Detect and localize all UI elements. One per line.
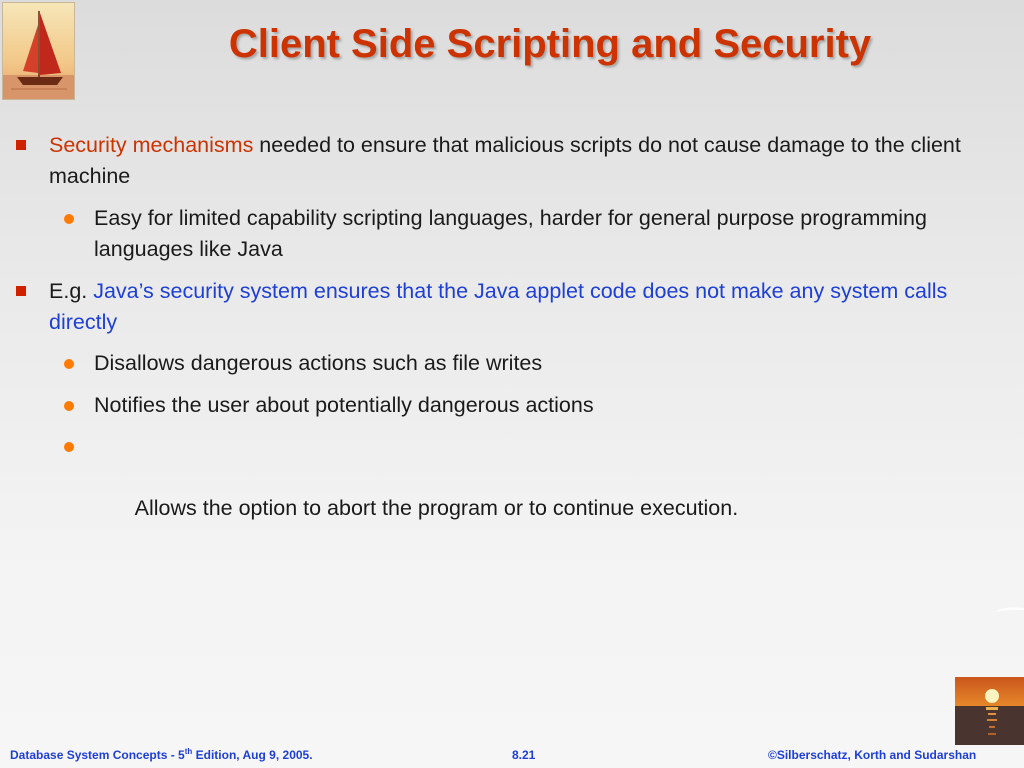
decorative-wave-icon bbox=[996, 606, 1024, 612]
round-bullet-icon bbox=[64, 359, 74, 369]
sunset-icon bbox=[955, 677, 1024, 745]
bullet-item-java-security bbox=[49, 276, 1009, 338]
footer-book-info bbox=[10, 747, 313, 763]
footer-page-number: 8.21 bbox=[512, 748, 536, 762]
footer-book-title: Database System Concepts - 5 bbox=[10, 748, 185, 762]
footer-edition-date: Edition, Aug 9, 2005. bbox=[192, 748, 313, 762]
slide-title: Client Side Scripting and Security bbox=[228, 22, 872, 66]
bullet-highlight: Java’s security system ensures that the Java applet code does not make any system calls directly bbox=[49, 279, 948, 334]
sunset-logo-image bbox=[955, 677, 1024, 745]
bullet-highlight: Security mechanisms bbox=[49, 133, 254, 157]
round-bullet-icon bbox=[64, 401, 74, 411]
footer-copyright: ©Silberschatz, Korth and Sudarshan bbox=[768, 748, 977, 762]
bullet-item-allows bbox=[94, 431, 994, 555]
bullet-item-disallows bbox=[94, 348, 994, 379]
square-bullet-icon bbox=[16, 286, 26, 296]
round-bullet-icon bbox=[64, 214, 74, 224]
square-bullet-icon bbox=[16, 140, 26, 150]
sailboat-icon bbox=[3, 3, 74, 99]
round-bullet-icon bbox=[64, 442, 74, 452]
bullet-text: Easy for limited capability scripting languages, harder for general purpose programming languages like Java bbox=[94, 206, 927, 261]
bullet-item-security-mechanisms bbox=[49, 130, 1009, 192]
footer-superscript: th bbox=[184, 747, 193, 756]
bullet-text: Allows the option to abort the program or to continue execution. bbox=[129, 496, 739, 520]
bullet-item-easy-limited bbox=[94, 203, 994, 265]
sailboat-logo-image bbox=[2, 2, 75, 100]
bullet-text: needed to ensure that malicious scripts do not cause damage to the client machine bbox=[49, 133, 961, 188]
bullet-prefix: E.g. bbox=[49, 279, 94, 303]
bullet-text: Disallows dangerous actions such as file writes bbox=[94, 351, 543, 375]
bullet-text: Notifies the user about potentially dangerous actions bbox=[94, 393, 594, 417]
bullet-item-notifies bbox=[94, 390, 994, 421]
